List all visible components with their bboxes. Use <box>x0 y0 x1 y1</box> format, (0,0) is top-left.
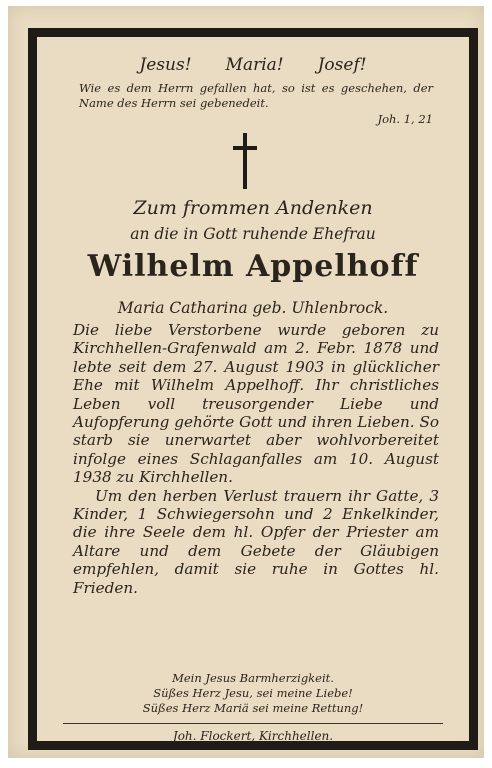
invocation-row <box>37 55 469 75</box>
black-border-frame <box>28 28 478 750</box>
printer-imprint: Joh. Flockert, Kirchhellen. <box>172 729 334 743</box>
latin-cross-icon <box>233 133 257 189</box>
prayer-line: Mein Jesus Barmherzigkeit. <box>172 671 334 685</box>
obituary-text <box>73 321 439 597</box>
obituary-paragraph-2: Um den herben Verlust trauern ihr Gatte, 3 Kinder, 1 Schwiegersohn und 2 Enkelkinder, die ihre Seele dem hl. Opfer der Priester am Altare und dem Gebete der Gläubigen empfehlen, damit sie ruhe in Gottes hl. Frieden. <box>73 486 439 597</box>
invocation-jesus: Jesus! <box>139 55 192 75</box>
invocation-josef: Josef! <box>317 55 367 75</box>
obituary-paragraph-1: Die liebe Verstorbene wurde geboren zu Kirchhellen-Grafenwald am 2. Febr. 1878 und lebte seit dem 27. August 1903 in glücklicher Ehe mit Wilhelm Appelhoff. Ihr christliches Leben voll treusorgender Liebe und Aufopferung gehörte Gott und ihren Lieben. So starb sie unerwartet aber wohlvorbereitet infolge eines Schlaganfalles am 10. August 1938 zu Kirchhellen. <box>73 321 439 487</box>
memoriam-heading: Zum frommen Andenken <box>133 197 373 219</box>
closing-prayers <box>37 671 469 716</box>
maiden-name: Maria Catharina geb. Uhlenbrock. <box>117 299 389 317</box>
memorial-card <box>8 6 484 758</box>
scripture-reference: Joh. 1, 21 <box>377 112 433 126</box>
prayer-line: Süßes Herz Mariä sei meine Rettung! <box>142 701 364 715</box>
deceased-name: Wilhelm Appelhoff <box>87 249 419 284</box>
memoriam-subtitle: an die in Gott ruhende Ehefrau <box>130 225 376 243</box>
divider-line <box>63 723 443 724</box>
prayer-line: Süßes Herz Jesu, sei meine Liebe! <box>153 686 353 700</box>
invocation-maria: Maria! <box>225 55 284 75</box>
scripture-verse: Wie es dem Herrn gefallen hat, so ist es geschehen, der Name des Herrn sei gebenedeit. <box>79 81 433 110</box>
